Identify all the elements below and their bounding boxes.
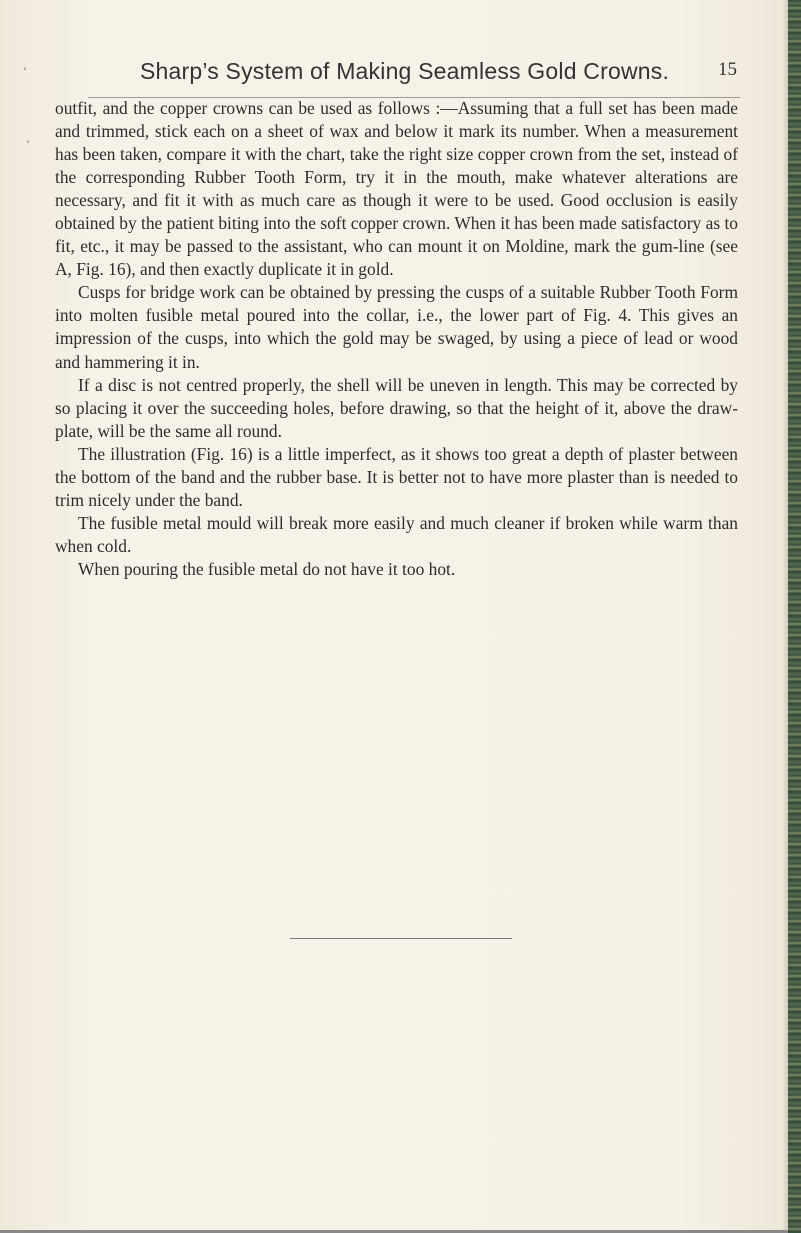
- paragraph: When pouring the fusible metal do not have it too hot.: [78, 558, 456, 579]
- paragraph: Cusps for bridge work can be obtained by pressing the cusps of a suitable Rubber Tooth Form into molten fusible metal poured into the collar, i.e., the lower part of Fig. 4. This gives an impression of the cusps, into which the gold may be swaged, by using a piece of lead or wood and hammering it in.: [55, 282, 738, 372]
- paragraph: The illustration (Fig. 16) is a little imperfect, as it shows too great a depth of plaster between the bottom of the band and the rubber base. It is better not to have more plaster than is needed to trim nicely under the band.: [55, 443, 738, 510]
- page-number: 15: [718, 59, 737, 80]
- margin-mark: ‘: [23, 64, 27, 78]
- paragraph: If a disc is not centred properly, the shell will be uneven in length. This may be corrected by so placing it over the succeeding holes, before drawing, so that the height of it, above the draw-plate, will be the same all round.: [55, 374, 738, 441]
- running-head-title: Sharp’s System of Making Seamless Gold Crowns.: [140, 58, 670, 84]
- running-head: [140, 58, 740, 90]
- paragraph: The fusible metal mould will break more easily and much cleaner if broken while warm than when cold.: [55, 512, 738, 556]
- margin-mark: ‘: [26, 137, 30, 151]
- section-end-rule: [290, 938, 512, 939]
- book-binding-edge: [788, 0, 801, 1233]
- body-text: [55, 97, 738, 581]
- paragraph: outfit, and the copper crowns can be used as follows :—Assuming that a full set has been made and trimmed, stick each on a sheet of wax and below it mark its number. When a measurement has been taken, compare it with the chart, take the right size copper crown from the set, instead of the corresponding Rubber Tooth Form, try it in the mouth, make whatever alterations are necessary, and fit it with as much care as though it were to be used. Good occlusion is easily obtained by the patient biting into the soft copper crown. When it has been made satisfactory as to fit, etc., it may be passed to the assistant, who can mount it on Moldine, mark the gum-line (see A, Fig. 16), and then exactly duplicate it in gold.: [55, 98, 738, 280]
